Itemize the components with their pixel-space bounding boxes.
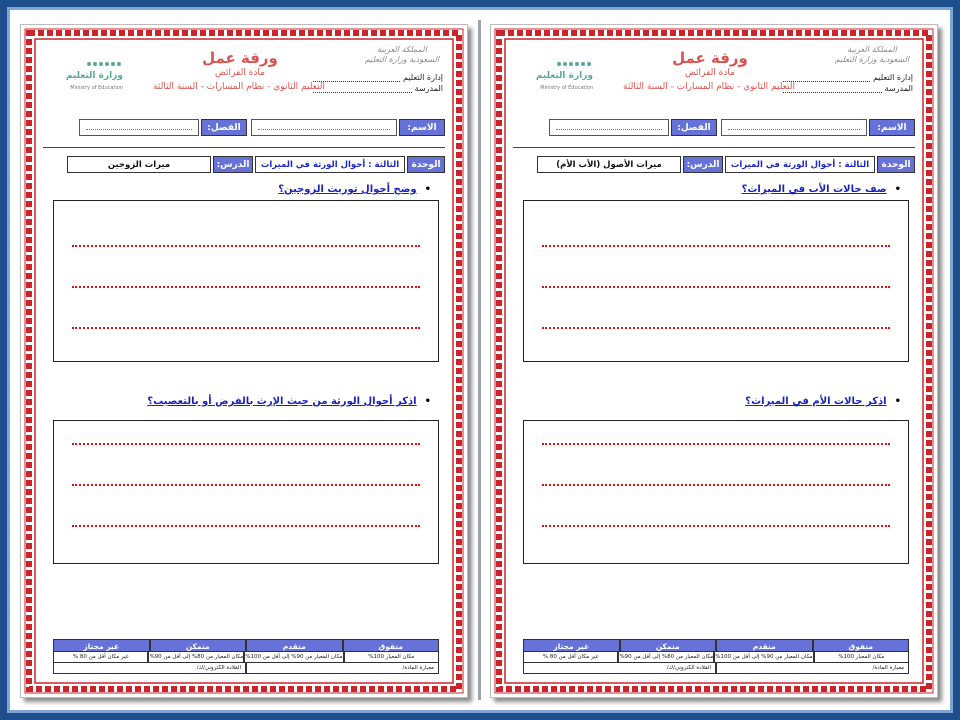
- rubric-level: متفوق: [813, 639, 910, 652]
- rubric-desc[interactable]: مكان المعيار 100%: [814, 652, 909, 663]
- rubric-level: غير مجتاز: [53, 639, 150, 652]
- unit-label: الوحدة: [407, 156, 445, 173]
- school-line: المدرسة: [313, 82, 443, 93]
- rubric-footer-left: القلادة الكتروني/ك/: [53, 663, 246, 674]
- track-label: التعليم الثانوي - نظام المسارات - السنة الثالثة: [623, 82, 795, 92]
- track-label: التعليم الثانوي - نظام المسارات - السنة الثالثة: [153, 82, 325, 92]
- question-2: •اذكر أحوال الورثة من حيث الإرث بالفرض أو بالتعصيب؟: [147, 396, 431, 407]
- answer-box-2[interactable]: [523, 420, 909, 564]
- answer-box-1[interactable]: [523, 200, 909, 362]
- worksheet-page-right: [490, 24, 938, 698]
- rubric-desc[interactable]: غير مكان أقل من 80 %: [523, 652, 618, 663]
- lesson-label: الدرس:: [683, 156, 723, 173]
- question-1: •وضح أحوال توريث الزوجين؟: [278, 184, 431, 195]
- rubric-level: متمكن: [620, 639, 717, 652]
- rubric-desc[interactable]: مكان المعيار من 80% إلى أقل من 90%: [618, 652, 714, 663]
- page-divider: [478, 20, 481, 700]
- unit-label: الوحدة: [877, 156, 915, 173]
- lesson-label: الدرس:: [213, 156, 253, 173]
- moe-logo-icon: [83, 57, 123, 71]
- header-separator: [513, 147, 915, 148]
- rubric-level: متقدم: [716, 639, 813, 652]
- name-field[interactable]: [251, 119, 397, 136]
- rubric-desc[interactable]: مكان المعيار من 80% إلى أقل من 90%: [148, 652, 244, 663]
- class-field[interactable]: [549, 119, 669, 136]
- answer-box-2[interactable]: [53, 420, 439, 564]
- rubric-table: [523, 639, 909, 685]
- question-1: •صف حالات الأب في الميراث؟: [741, 184, 901, 195]
- worksheet-title: ورقة عمل: [672, 49, 748, 67]
- worksheet-page-left: [20, 24, 468, 698]
- rubric-desc[interactable]: مكان المعيار من 90% إلى أقل من 100%: [714, 652, 813, 663]
- worksheet-title: ورقة عمل: [202, 49, 278, 67]
- moe-logo: وزارة التعليم Ministry of Education: [45, 61, 123, 101]
- question-2: •اذكر حالات الأم في الميراث؟: [745, 396, 901, 407]
- moe-logo: وزارة التعليم Ministry of Education: [515, 61, 593, 101]
- class-label: الفصل:: [671, 119, 717, 136]
- rubric-footer-right: معيارة المادة/: [246, 663, 439, 674]
- class-label: الفصل:: [201, 119, 247, 136]
- header-separator: [43, 147, 445, 148]
- name-label: الاسم:: [869, 119, 915, 136]
- rubric-desc[interactable]: مكان المعيار 100%: [344, 652, 439, 663]
- rubric-level: متفوق: [343, 639, 440, 652]
- rubric-level: متقدم: [246, 639, 343, 652]
- subject-label: مادة الفرائض: [215, 68, 265, 78]
- rubric-desc[interactable]: غير مكان أقل من 80 %: [53, 652, 148, 663]
- admin-line: إدارة التعليم: [783, 71, 913, 82]
- class-field[interactable]: [79, 119, 199, 136]
- kingdom-logo-text: المملكة العربية السعودية وزارة التعليم: [364, 45, 440, 64]
- subject-label: مادة الفرائض: [685, 68, 735, 78]
- rubric-level: غير مجتاز: [523, 639, 620, 652]
- school-line: المدرسة: [783, 82, 913, 93]
- rubric-level: متمكن: [150, 639, 247, 652]
- answer-box-1[interactable]: [53, 200, 439, 362]
- lesson-value: ميرات الزوجين: [67, 156, 211, 173]
- name-field[interactable]: [721, 119, 867, 136]
- admin-line: إدارة التعليم: [313, 71, 443, 82]
- rubric-table: [53, 639, 439, 685]
- moe-logo-icon: [553, 57, 593, 71]
- unit-value: الثالثة : أحوال الورثة في الميرات: [255, 156, 405, 173]
- rubric-footer-left: القلادة الكتروني/ك/: [523, 663, 716, 674]
- rubric-desc[interactable]: مكان المعيار من 90% إلى أقل من 100%: [244, 652, 343, 663]
- kingdom-logo-text: المملكة العربية السعودية وزارة التعليم: [834, 45, 910, 64]
- unit-value: الثالثة : أحوال الورثة في الميرات: [725, 156, 875, 173]
- lesson-value: ميرات الأصول (الأب الأم): [537, 156, 681, 173]
- name-label: الاسم:: [399, 119, 445, 136]
- rubric-footer-right: معيارة المادة/: [716, 663, 909, 674]
